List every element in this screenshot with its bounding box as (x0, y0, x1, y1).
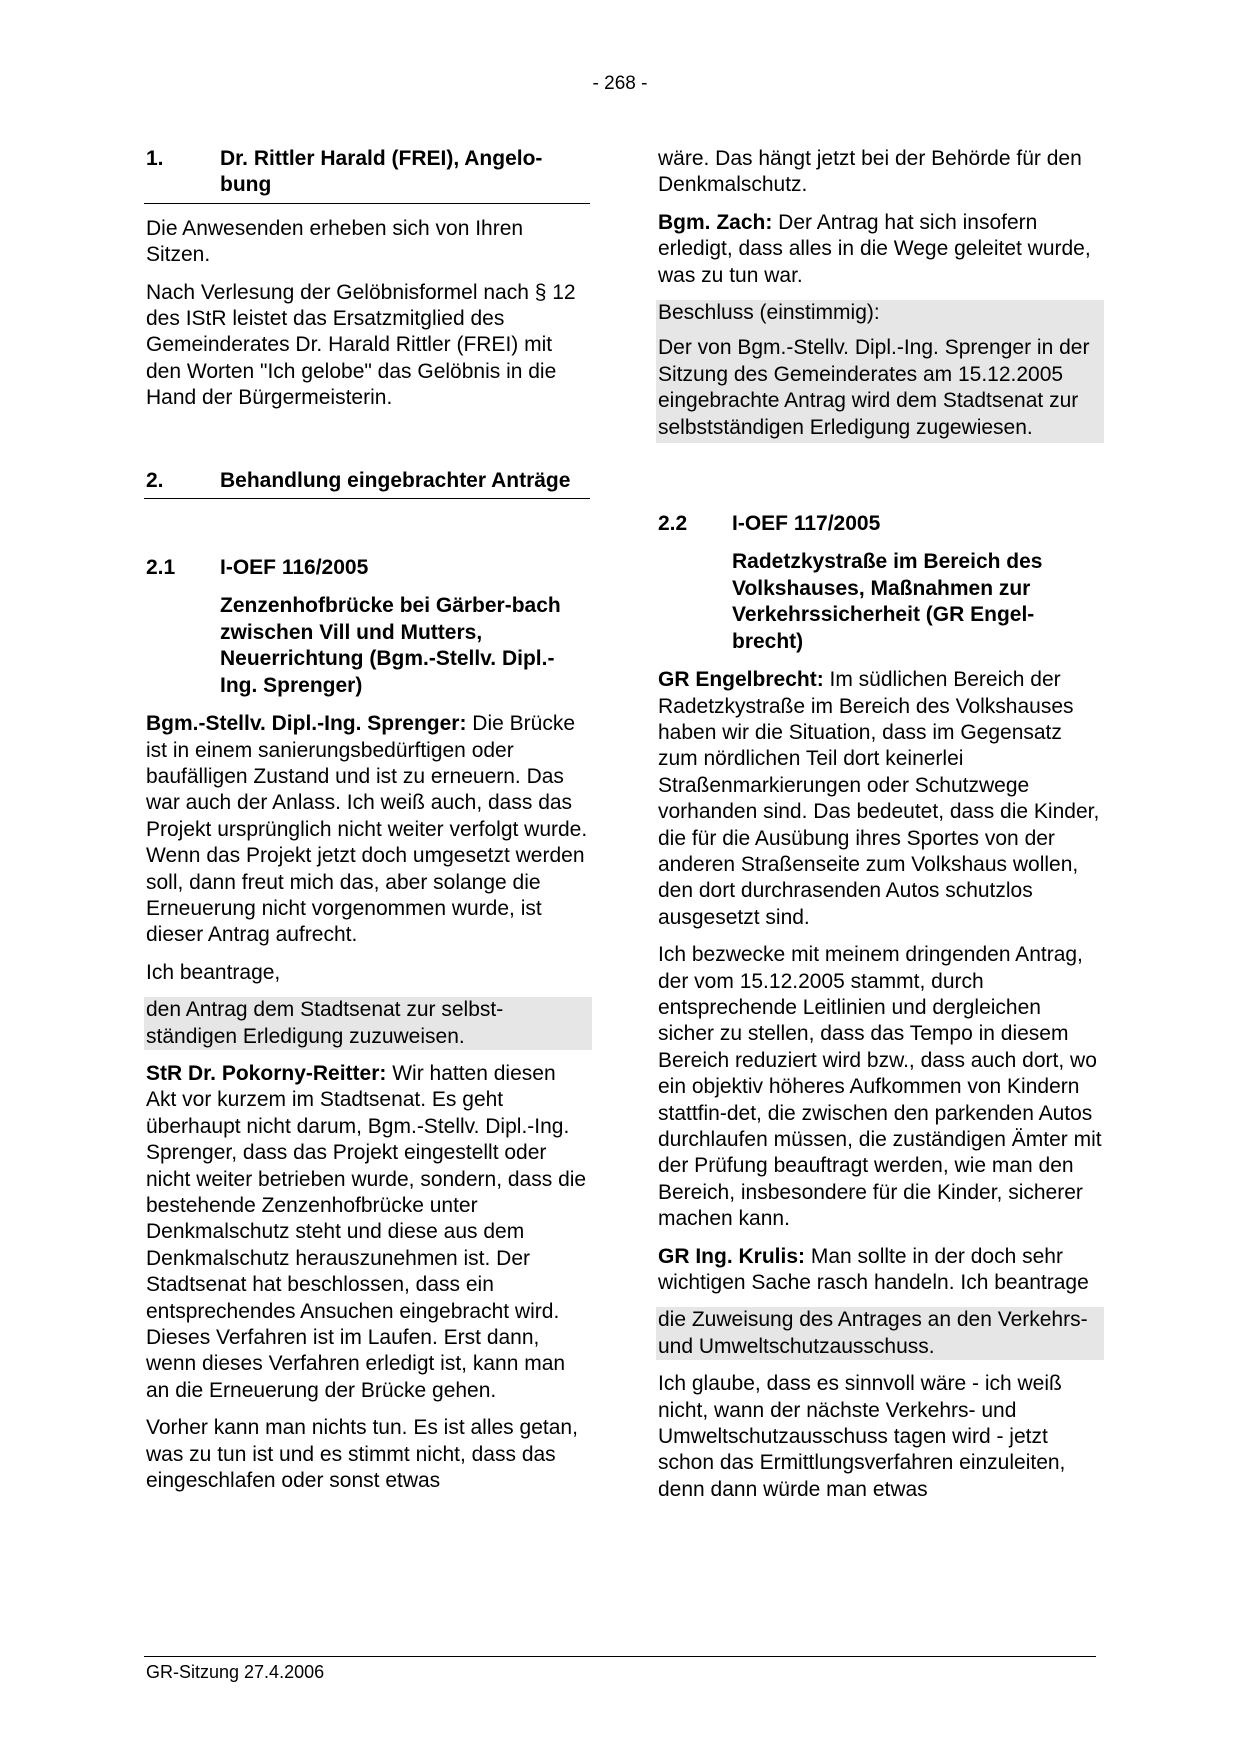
paragraph: Nach Verlesung der Gelöbnisformel nach § 12 des IStR leistet das Ersatzmitglied des Gemeinderates Dr. Harald Rittler (FREI) mit den Worten "Ich gelobe" das Gelöbnis in die Hand der Bürgermeisterin. (146, 280, 576, 410)
footer-session-date: GR-Sitzung 27.4.2006 (146, 1662, 325, 1682)
paragraph: wäre. Das hängt jetzt bei der Behörde für den Denkmalschutz. (658, 147, 1082, 197)
section-heading-2 (144, 468, 590, 499)
resolution-block (656, 300, 1104, 443)
paragraph (658, 1244, 1102, 1297)
resolution-text: Der von Bgm.-Stellv. Dipl.-Ing. Sprenger in der Sitzung des Gemeinderates am 15.12.2005 eingebrachte Antrag wird dem Stadtsenat zur selbstständigen Erledigung zugewiesen. (658, 336, 1090, 439)
left-column (146, 146, 590, 1505)
speaker-name: Bgm. Zach: (658, 210, 773, 234)
resolution-label: Beschluss (einstimmig): (658, 301, 880, 325)
subsection-number: 2.2 (658, 512, 688, 536)
paragraph: Vorher kann man nichts tun. Es ist alles getan, was zu tun ist und es stimmt nicht, dass das eingeschlafen oder sonst etwas (146, 1416, 578, 1493)
motion-highlight: die Zuweisung des Antrages an den Verkehrs- und Umweltschutzausschuss. (656, 1307, 1104, 1360)
paragraph: Die Anwesenden erheben sich von Ihren Sitzen. (146, 216, 524, 267)
subsection-heading-2-2 (658, 511, 1102, 537)
speech-text: Die Brücke ist in einem sanierungsbedürftigen oder baufälligen Zustand und ist zu erneuern. Das war auch der Anlass. Ich weiß auch, dass das Projekt ursprünglich nicht weiter verfolgt wurde. Wenn das Projekt jetzt doch umgesetzt werden soll, dann freut mich das, aber solange die Erneuerung nicht vorgenommen wurde, ist dieser Antrag aufrecht. (146, 712, 588, 947)
section-title: Behandlung eingebrachter Anträge (220, 468, 571, 492)
page-number: - 268 - (592, 73, 648, 94)
speaker-name: StR Dr. Pokorny-Reitter: (146, 1061, 387, 1085)
speech-text: Man sollte in der doch sehr wichtigen Sache rasch handeln. Ich beantrage (658, 1244, 1089, 1295)
paragraph (146, 1061, 590, 1404)
speaker-name: GR Ing. Krulis: (658, 1244, 805, 1268)
section-heading-1 (144, 146, 590, 204)
right-column (658, 146, 1102, 1514)
subsection-number: 2.1 (146, 556, 176, 580)
paragraph: Ich bezwecke mit meinem dringenden Antrag, der vom 15.12.2005 stammt, durch entsprechende Leitlinien und dergleichen sicher zu stellen, dass das Tempo in diesem Bereich reduziert wird bzw., dass auch dort, wo ein objektiv höheres Aufkommen von Kindern stattfin-det, die zwischen den parkenden Autos durchlaufen müssen, die zuständigen Ämter mit der Prüfung beauftragt werden, wie man den Bereich, insbesondere für die Kinder, sicherer machen kann. (658, 943, 1102, 1231)
speech-text: Der Antrag hat sich insofern erledigt, dass alles in die Wege geleitet wurde, was zu tun war. (658, 210, 1091, 287)
subsection-subtitle: Zenzenhofbrücke bei Gärber-bach zwischen Vill und Mutters, Neuerrichtung (Bgm.-Stellv. Dipl.-Ing. Sprenger) (220, 594, 561, 697)
paragraph (658, 667, 1102, 931)
paragraph: Ich beantrage, (146, 960, 281, 984)
speaker-name: Bgm.-Stellv. Dipl.-Ing. Sprenger: (146, 712, 467, 736)
speech-text: Wir hatten diesen Akt vor kurzem im Stadtsenat. Es geht überhaupt nicht darum, Bgm.-Stellv. Dipl.-Ing. Sprenger, dass das Projekt eingestellt oder nicht weiter betrieben wurde, sondern, dass die bestehende Zenzenhofbrücke unter Denkmalschutz steht und diese aus dem Denkmalschutz herauszunehmen ist. Der Stadtsenat hat beschlossen, dass ein entsprechendes Ansuchen eingebracht wird. Dieses Verfahren ist im Laufen. Erst dann, wenn dieses Verfahren erledigt ist, kann man an die Erneuerung der Brücke gehen. (146, 1061, 587, 1402)
subsection-heading-2-1 (146, 555, 590, 581)
motion-highlight: den Antrag dem Stadtsenat zur selbst-ständigen Erledigung zuzuweisen. (144, 997, 592, 1050)
subsection-subtitle: Radetzkystraße im Bereich des Volkshauses, Maßnahmen zur Verkehrssicherheit (GR Engel-brecht) (732, 550, 1043, 653)
subsection-title: I-OEF 117/2005 (732, 512, 881, 536)
section-title: Dr. Rittler Harald (FREI), Angelo-bung (220, 147, 543, 197)
paragraph (658, 210, 1102, 289)
section-number: 1. (146, 147, 164, 170)
footer-divider (144, 1656, 1096, 1657)
section-number: 2. (146, 468, 164, 492)
paragraph: Ich glaube, dass es sinnvoll wäre - ich weiß nicht, wann der nächste Verkehrs- und Umweltschutzausschuss tagen wird - jetzt schon das Ermittlungsverfahren einzuleiten, denn dann würde man etwas (658, 1372, 1066, 1501)
paragraph (146, 711, 590, 949)
speaker-name: GR Engelbrecht: (658, 668, 824, 692)
subsection-title: I-OEF 116/2005 (220, 556, 369, 580)
speech-text: Im südlichen Bereich der Radetzkystraße im Bereich des Volkshauses haben wir die Situation, dass im Gegensatz zum nördlichen Teil dort keinerlei Straßenmarkierungen oder Schutzwege vorhanden sind. Das bedeutet, dass die Kinder, die für die Ausübung ihres Sportes von der anderen Straßenseite zum Volkshaus wollen, den dort durchrasenden Autos schutzlos ausgesetzt sind. (658, 668, 1100, 929)
